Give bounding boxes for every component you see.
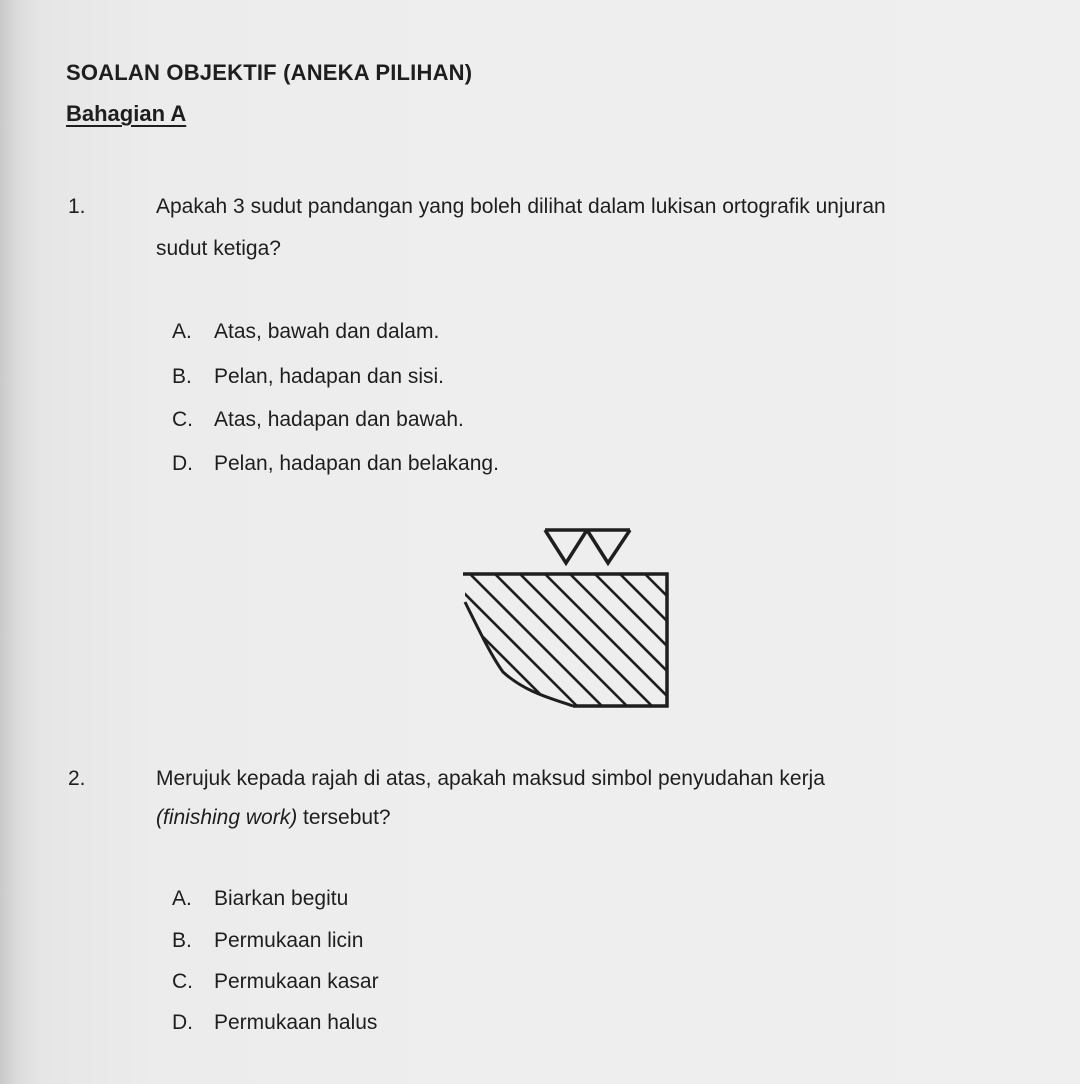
question-2-option-b <box>172 929 363 953</box>
option-letter: C. <box>172 970 193 993</box>
question-1-text-line1: Apakah 3 sudut pandangan yang boleh dilihat dalam lukisan ortografik unjuran <box>156 195 886 218</box>
question-2-text-line2-rest: tersebut? <box>297 806 391 829</box>
question-1-option-c <box>172 408 464 432</box>
option-text: Pelan, hadapan dan belakang. <box>214 452 499 475</box>
question-2-text-line1: Merujuk kepada rajah di atas, apakah maksud simbol penyudahan kerja <box>156 767 825 790</box>
page-title: SOALAN OBJEKTIF (ANEKA PILIHAN) <box>66 60 473 85</box>
option-letter: D. <box>172 1011 193 1034</box>
question-2-number: 2. <box>68 767 86 790</box>
option-text: Permukaan licin <box>214 929 364 952</box>
option-letter: B. <box>172 365 192 388</box>
option-letter: B. <box>172 929 192 952</box>
surface-finish-figure <box>455 522 680 712</box>
question-2-option-d <box>172 1011 377 1035</box>
finish-symbol-icon <box>545 530 630 563</box>
option-text: Atas, hadapan dan bawah. <box>214 408 464 431</box>
option-text: Pelan, hadapan dan sisi. <box>214 365 445 388</box>
option-letter: A. <box>172 887 192 910</box>
question-1-option-b <box>172 365 444 389</box>
option-text: Atas, bawah dan dalam. <box>214 320 440 343</box>
question-1-text-line2: sudut ketiga? <box>156 237 281 260</box>
question-2-option-a <box>172 887 348 911</box>
option-letter: D. <box>172 452 193 475</box>
option-text: Permukaan halus <box>214 1011 378 1034</box>
question-1-option-d <box>172 452 499 476</box>
option-letter: C. <box>172 408 193 431</box>
section-title: Bahagian A <box>66 101 187 126</box>
question-2-text-line2 <box>156 806 391 830</box>
option-text: Biarkan begitu <box>214 887 349 910</box>
option-letter: A. <box>172 320 192 343</box>
question-1-number: 1. <box>68 195 86 218</box>
option-text: Permukaan kasar <box>214 970 379 993</box>
finishing-work-term: (finishing work) <box>156 806 298 829</box>
question-1-option-a <box>172 320 439 344</box>
question-2-option-c <box>172 970 379 994</box>
